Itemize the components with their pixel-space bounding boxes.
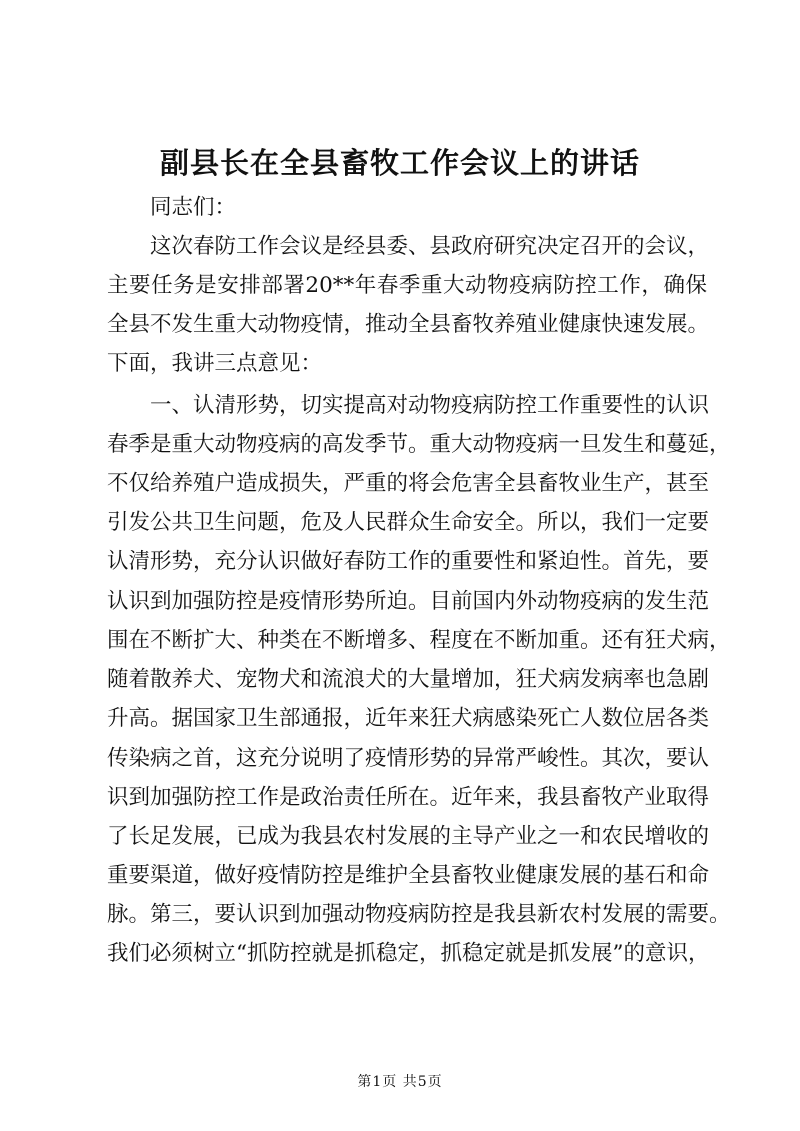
body-line: 全县不发生重大动物疫情，推动全县畜牧养殖业健康快速发展。 <box>107 312 710 337</box>
salutation: 同志们： <box>150 195 237 220</box>
body-line: 主要任务是安排部署20**年春季重大动物疫病防控工作，确保 <box>107 273 707 298</box>
body-line: 识到加强防控工作是政治责任所在。近年来，我县畜牧产业取得 <box>107 785 710 810</box>
body-line: 重要渠道，做好疫情防控是维护全县畜牧业健康发展的基石和命 <box>107 863 710 888</box>
body-line: 我们必须树立“抓防控就是抓稳定，抓稳定就是抓发展”的意识， <box>107 941 710 966</box>
body-line: 这次春防工作会议是经县委、县政府研究决定召开的会议， <box>150 234 710 259</box>
body-line: 认清形势，充分认识做好春防工作的重要性和紧迫性。首先，要 <box>107 549 710 574</box>
body-line: 围在不断扩大、种类在不断增多、程度在不断加重。还有狂犬病， <box>107 628 731 653</box>
document-title: 副县长在全县畜牧工作会议上的讲话 <box>159 146 640 180</box>
body-line: 随着散养犬、宠物犬和流浪犬的大量增加，狂犬病发病率也急剧 <box>107 667 710 692</box>
page-indicator: 第1页 共5页 <box>357 1074 443 1090</box>
section-heading: 一、认清形势，切实提高对动物疫病防控工作重要性的认识 <box>150 393 710 418</box>
body-line: 引发公共卫生问题，危及人民群众生命安全。所以，我们一定要 <box>107 510 710 535</box>
body-line: 春季是重大动物疫病的高发季节。重大动物疫病一旦发生和蔓延， <box>107 432 731 457</box>
body-line: 不仅给养殖户造成损失，严重的将会危害全县畜牧业生产，甚至 <box>107 471 710 496</box>
body-line: 传染病之首，这充分说明了疫情形势的异常严峻性。其次，要认 <box>107 746 710 771</box>
body-line: 脉。第三，要认识到加强动物疫病防控是我县新农村发展的需要。 <box>107 902 731 927</box>
body-line: 了长足发展，已成为我县农村发展的主导产业之一和农民增收的 <box>107 824 710 849</box>
body-line: 升高。据国家卫生部通报，近年来狂犬病感染死亡人数位居各类 <box>107 706 710 731</box>
body-line: 认识到加强防控是疫情形势所迫。目前国内外动物疫病的发生范 <box>107 589 710 614</box>
body-line: 下面，我讲三点意见： <box>107 351 323 376</box>
